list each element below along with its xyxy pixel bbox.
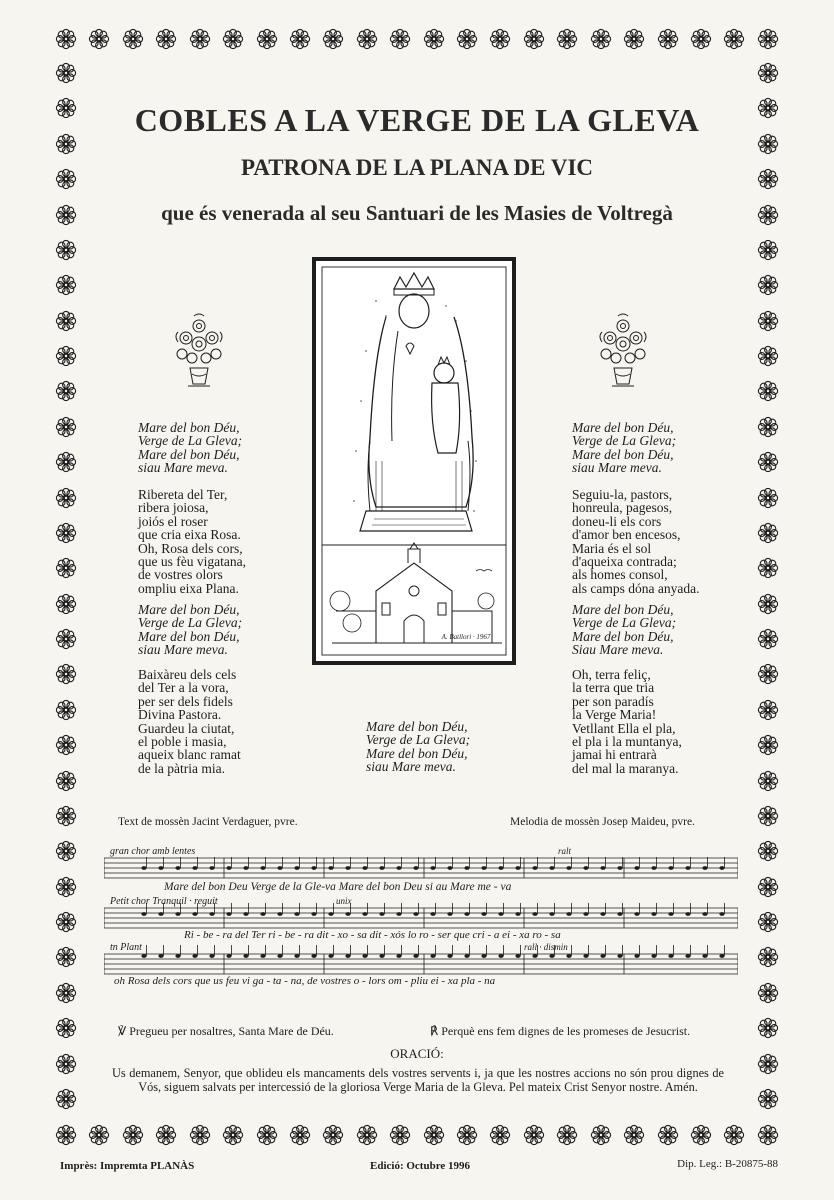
verse-line: siau Mare meva. — [572, 460, 662, 476]
rosette-icon — [55, 770, 77, 792]
rosette-icon — [55, 840, 77, 862]
rosette-icon — [55, 310, 77, 332]
verse-line: que cria eixa Rosa. — [138, 527, 241, 543]
verse-line: Divina Pastora. — [138, 707, 222, 723]
sheet-music — [104, 842, 738, 994]
verse-line: siau Mare meva. — [366, 759, 456, 775]
rosette-icon — [423, 1124, 445, 1146]
rosette-icon — [590, 28, 612, 50]
page-tagline: que és venerada al seu Santuari de les Masies de Voltregà — [161, 201, 673, 225]
rosette-icon — [289, 28, 311, 50]
legal-deposit: Dip. Leg.: B-20875-88 — [677, 1158, 778, 1170]
rosette-icon — [122, 28, 144, 50]
verse-line: Verge de La Gleva; — [366, 732, 471, 748]
verse-line: joiós el roser — [138, 513, 208, 529]
rosette-icon — [757, 310, 779, 332]
rosette-icon — [55, 274, 77, 296]
rosette-icon — [757, 62, 779, 84]
rosette-icon — [55, 1017, 77, 1039]
edition-date: Edició: Octubre 1996 — [370, 1160, 471, 1172]
verse-line: Guardeu la ciutat, — [138, 720, 235, 736]
rosette-icon — [55, 593, 77, 615]
verse-line: d'aqueixa contrada; — [572, 554, 677, 570]
verse-line: Mare del bon Déu, — [572, 602, 674, 617]
rosette-icon — [55, 734, 77, 756]
verse-line: Mare del bon Déu, — [366, 745, 468, 761]
rosette-icon — [757, 876, 779, 898]
rosette-icon — [55, 557, 77, 579]
verse-line: aqueix blanc ramat — [138, 747, 241, 763]
verse-line: Oh, terra feliç, — [572, 667, 651, 682]
text-credit: Text de mossèn Jacint Verdaguer, pvre. — [118, 816, 298, 828]
music-line3-marks: tn Plant — [110, 942, 142, 953]
verse-line: la terra que tria — [572, 680, 655, 696]
rosette-icon — [757, 416, 779, 438]
rosette-icon — [757, 663, 779, 685]
verse-line: ompliu eixa Plana. — [138, 580, 239, 596]
rosette-icon — [757, 274, 779, 296]
printer-credit: Imprès: Impremta PLANÀS — [60, 1160, 195, 1172]
rosette-icon — [757, 805, 779, 827]
rosette-icon — [189, 28, 211, 50]
rosette-icon — [55, 946, 77, 968]
rosette-icon — [356, 28, 378, 50]
rosette-icon — [389, 1124, 411, 1146]
verse-line: per son paradís — [572, 693, 654, 709]
verse-line: Baixàreu dels cels — [138, 667, 237, 682]
rosette-icon — [55, 663, 77, 685]
rosette-icon — [757, 628, 779, 650]
verse-line: la Verge Maria! — [572, 707, 657, 723]
page-title: COBLES A LA VERGE DE LA GLEVA — [134, 102, 700, 138]
flower-vase-icon — [594, 312, 652, 392]
verse-line: als camps dóna anyada. — [572, 580, 700, 596]
verse-line: Mare del bon Déu, — [572, 446, 674, 462]
stanza-left-2 — [138, 668, 241, 775]
verse-line: el pla i la muntanya, — [572, 734, 682, 750]
music-line1-tempo: ralt — [558, 846, 572, 856]
verse-line: Siau Mare meva. — [572, 642, 664, 658]
prayer-heading: ORACIÓ: — [390, 1046, 444, 1061]
rosette-icon — [523, 28, 545, 50]
refrain-right-2 — [572, 603, 676, 657]
rosette-icon — [55, 699, 77, 721]
verse-line: Maria és el sol — [572, 540, 652, 556]
rosette-icon — [489, 1124, 511, 1146]
rosette-icon — [523, 1124, 545, 1146]
flower-vase-icon — [170, 312, 228, 392]
rosette-icon — [55, 1124, 77, 1146]
rosette-icon — [256, 1124, 278, 1146]
music-line1-marks: gran chor amb lentes — [110, 846, 196, 857]
refrain-right-1 — [572, 421, 676, 475]
verse-line: Mare del bon Déu, — [138, 446, 240, 462]
rosette-icon — [55, 487, 77, 509]
rosette-icon — [757, 1017, 779, 1039]
stanza-right-1 — [572, 488, 699, 595]
verse-line: Mare del bon Déu, — [138, 420, 240, 435]
rosette-icon — [55, 805, 77, 827]
rosette-icon — [55, 451, 77, 473]
rosette-icon — [556, 1124, 578, 1146]
page-subtitle: PATRONA DE LA PLANA DE VIC — [240, 155, 594, 180]
rosette-icon — [723, 28, 745, 50]
refrain-left-1 — [138, 421, 242, 475]
versicle: ℣ Pregueu per nosaltres, Santa Mare de Déu. — [118, 1024, 334, 1038]
verse-line: de la pàtria mia. — [138, 760, 225, 776]
rosette-icon — [122, 1124, 144, 1146]
rosette-icon — [757, 239, 779, 261]
rosette-icon — [757, 1124, 779, 1146]
music-line1-lyric: Mare del bon Deu Verge de la Gle-va Mare del bon Deu si au Mare me - va — [164, 881, 512, 893]
verse-line: Mare del bon Déu, — [572, 420, 674, 435]
madonna-and-sanctuary-drawing — [316, 261, 512, 661]
verse-line: Mare del bon Déu, — [572, 628, 674, 644]
rosette-icon — [757, 593, 779, 615]
music-line3-tempo: rall · dismin — [524, 942, 568, 952]
rosette-icon — [55, 345, 77, 367]
rosette-icon — [356, 1124, 378, 1146]
rosette-icon — [623, 1124, 645, 1146]
rosette-icon — [55, 522, 77, 544]
music-line2-lyric: Ri - be - ra del Ter ri - be - ra dit - xo - sa dit - xós lo ro - ser que cri - a ei - xa ro - sa — [184, 929, 561, 941]
rosette-icon — [757, 699, 779, 721]
rosette-icon — [189, 1124, 211, 1146]
verse-line: als homes consol, — [572, 567, 668, 583]
rosette-icon — [55, 628, 77, 650]
rosette-icon — [456, 1124, 478, 1146]
rosette-icon — [55, 876, 77, 898]
verse-line: Seguiu-la, pastors, — [572, 487, 673, 502]
rosette-icon — [55, 911, 77, 933]
verse-line: siau Mare meva. — [138, 460, 228, 476]
rosette-icon — [55, 239, 77, 261]
rosette-icon — [657, 28, 679, 50]
stanza-left-1 — [138, 488, 246, 595]
verse-line: Mare del bon Déu, — [138, 602, 240, 617]
verse-line: jamai hi entrarà — [572, 747, 657, 763]
rosette-icon — [757, 451, 779, 473]
border-bottom — [55, 1124, 779, 1146]
rosette-icon — [322, 28, 344, 50]
rosette-icon — [757, 380, 779, 402]
response: ℟ Perquè ens fem dignes de les promeses de Jesucrist. — [430, 1024, 691, 1038]
rosette-icon — [757, 946, 779, 968]
verse-line: ribera joiosa, — [138, 500, 209, 516]
verse-line: siau Mare meva. — [138, 642, 228, 658]
verse-line: del mal la maranya. — [572, 760, 679, 776]
rosette-icon — [55, 62, 77, 84]
rosette-icon — [757, 557, 779, 579]
rosette-icon — [757, 1088, 779, 1110]
rosette-icon — [757, 734, 779, 756]
verse-line: Oh, Rosa dels cors, — [138, 540, 243, 556]
stanza-right-2 — [572, 668, 682, 775]
rosette-icon — [757, 487, 779, 509]
border-top — [55, 28, 779, 50]
rosette-icon — [155, 1124, 177, 1146]
verse-line: del Ter a la vora, — [138, 680, 229, 696]
verse-line: d'amor ben encesos, — [572, 527, 681, 543]
rosette-icon — [222, 28, 244, 50]
rosette-icon — [222, 1124, 244, 1146]
verse-line: el poble i masia, — [138, 734, 227, 750]
verse-line: Mare del bon Déu, — [366, 719, 468, 734]
verse-line: Verge de La Gleva; — [138, 615, 243, 631]
rosette-icon — [256, 28, 278, 50]
rosette-icon — [456, 28, 478, 50]
rosette-icon — [155, 28, 177, 50]
rosette-icon — [623, 28, 645, 50]
rosette-icon — [757, 840, 779, 862]
verse-line: Vetllant Ella el pla, — [572, 720, 676, 736]
rosette-icon — [55, 416, 77, 438]
verse-line: per ser dels fidels — [138, 693, 233, 709]
verse-line: doneu-li els cors — [572, 513, 662, 529]
melody-credit: Melodia de mossèn Josep Maideu, pvre. — [510, 816, 695, 828]
rosette-icon — [88, 1124, 110, 1146]
music-line2-tempo: unix — [336, 896, 352, 906]
refrain-center — [366, 720, 470, 774]
rosette-icon — [55, 380, 77, 402]
rosette-icon — [55, 982, 77, 1004]
prayer-text: Us demanem, Senyor, que oblideu els mancaments dels vostres servents i, ja que les nostres accions no són prou dignes de Vós, siguem salvats per intercessió de la gloriosa Verge Maria de la Gleva. Pel mateix Crist Senyor nostre. Amén. — [112, 1066, 724, 1094]
verse-line: Ribereta del Ter, — [138, 487, 228, 502]
rosette-icon — [757, 770, 779, 792]
verse-line: honreula, pagesos, — [572, 500, 673, 516]
verse-line: que us fèu vigatana, — [138, 554, 246, 570]
rosette-icon — [690, 1124, 712, 1146]
rosette-icon — [757, 522, 779, 544]
illustration-signature: A. Batllori · 1967 — [441, 633, 491, 641]
rosette-icon — [389, 28, 411, 50]
rosette-icon — [757, 911, 779, 933]
rosette-icon — [590, 1124, 612, 1146]
rosette-icon — [489, 28, 511, 50]
verse-line: Mare del bon Déu, — [138, 628, 240, 644]
rosette-icon — [289, 1124, 311, 1146]
madonna-illustration — [312, 257, 516, 665]
music-line2-marks: Petit chor Tranquil · reguit — [110, 896, 218, 907]
music-line3-lyric: oh Rosa dels cors que us feu vi ga - ta - na, de vostres o - lors om - pliu ei - xa pla - na — [114, 975, 496, 987]
verse-line: Verge de La Gleva; — [572, 615, 677, 631]
verse-line: Verge de La Gleva; — [138, 433, 243, 449]
rosette-icon — [423, 28, 445, 50]
rosette-icon — [723, 1124, 745, 1146]
rosette-icon — [55, 28, 77, 50]
verse-line: de vostres olors — [138, 567, 223, 583]
rosette-icon — [322, 1124, 344, 1146]
refrain-left-2 — [138, 603, 242, 657]
rosette-icon — [657, 1124, 679, 1146]
verse-line: Verge de La Gleva; — [572, 433, 677, 449]
rosette-icon — [55, 1088, 77, 1110]
rosette-icon — [757, 28, 779, 50]
rosette-icon — [556, 28, 578, 50]
rosette-icon — [757, 982, 779, 1004]
rosette-icon — [757, 345, 779, 367]
rosette-icon — [690, 28, 712, 50]
rosette-icon — [88, 28, 110, 50]
